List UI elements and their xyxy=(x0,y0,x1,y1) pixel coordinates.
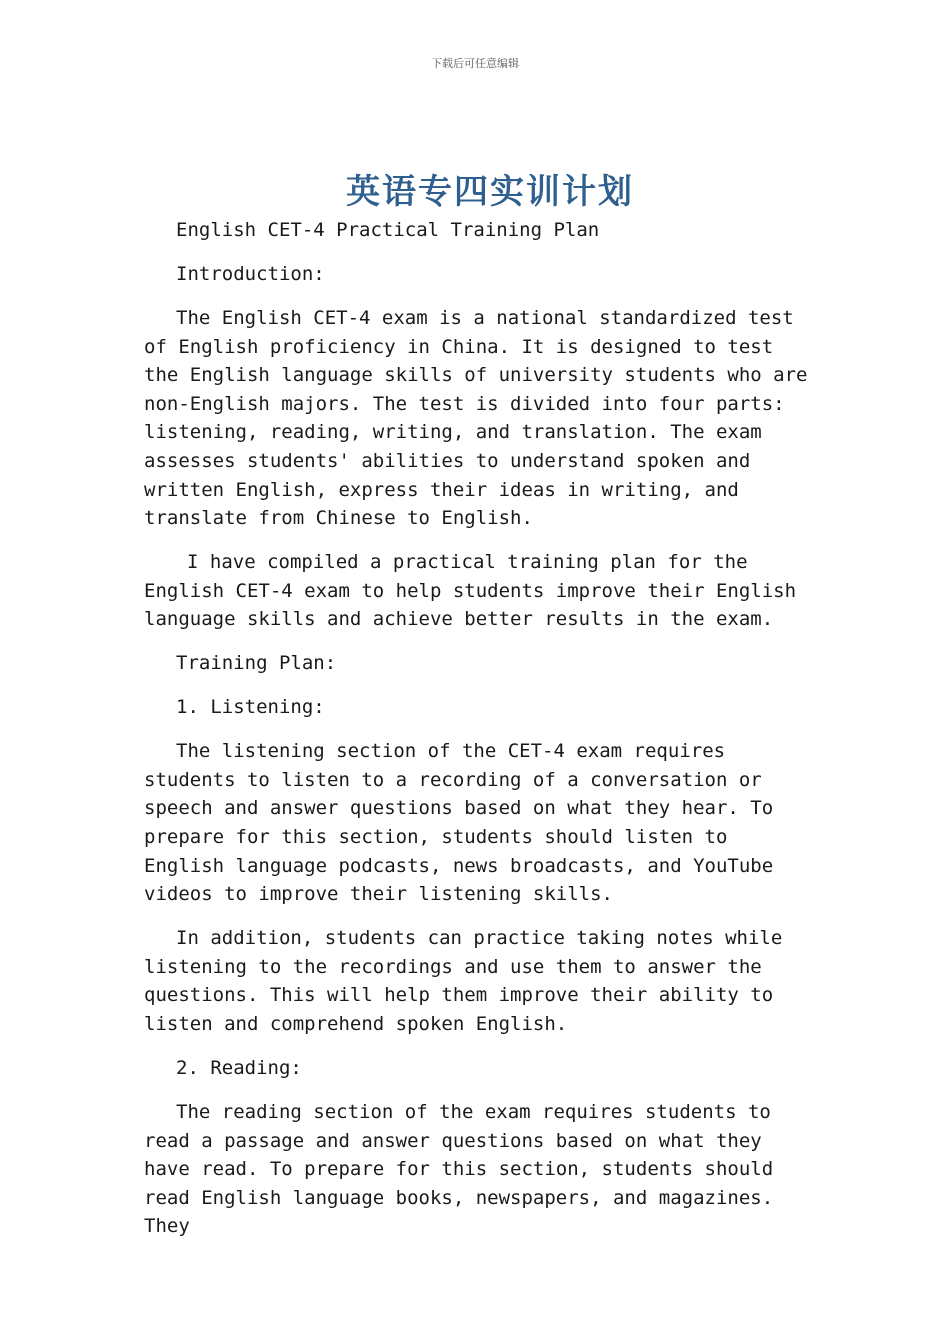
document-body xyxy=(144,216,810,1256)
header-note: 下载后可任意编辑 xyxy=(431,57,519,70)
training-plan-heading: Training Plan: xyxy=(176,652,337,675)
reading-paragraph-1: The reading section of the exam requires students to read a passage and answer questions based on what they have read. To prepare for this section, students should read English language books, newspapers, and magazines. They xyxy=(144,1100,774,1238)
document-title: 英语专四实训计划 xyxy=(346,172,634,212)
document-subtitle: English CET-4 Practical Training Plan xyxy=(176,219,600,241)
listening-paragraph-1: The listening section of the CET-4 exam requires students to listen to a recording of a conversation or speech and answer questions based on what they hear. To prepare for this section, students should listen to English language podcasts, news broadcasts, and YouTube videos to improve their listening skills. xyxy=(144,740,774,906)
listening-paragraph-2: In addition, students can practice taking notes while listening to the recordings and use them to answer the questions. This will help them improve their ability to listen and comprehend spoken English. xyxy=(144,927,783,1035)
intro-paragraph-2: I have compiled a practical training plan for the English CET-4 exam to help students improve their English language skills and achieve better results in the exam. xyxy=(144,551,797,631)
reading-heading: 2. Reading: xyxy=(176,1056,302,1079)
listening-heading: 1. Listening: xyxy=(176,696,325,719)
intro-paragraph-1: The English CET-4 exam is a national standardized test of English proficiency in China. It is designed to test the English language skills of university students who are non-English majors. The test is divided into four parts: listening, reading, writing, and translation. The exam assesses students' abilities to understand spoken and written English, express their ideas in writing, and translate from Chinese to English. xyxy=(144,306,808,530)
intro-heading: Introduction: xyxy=(176,262,325,285)
